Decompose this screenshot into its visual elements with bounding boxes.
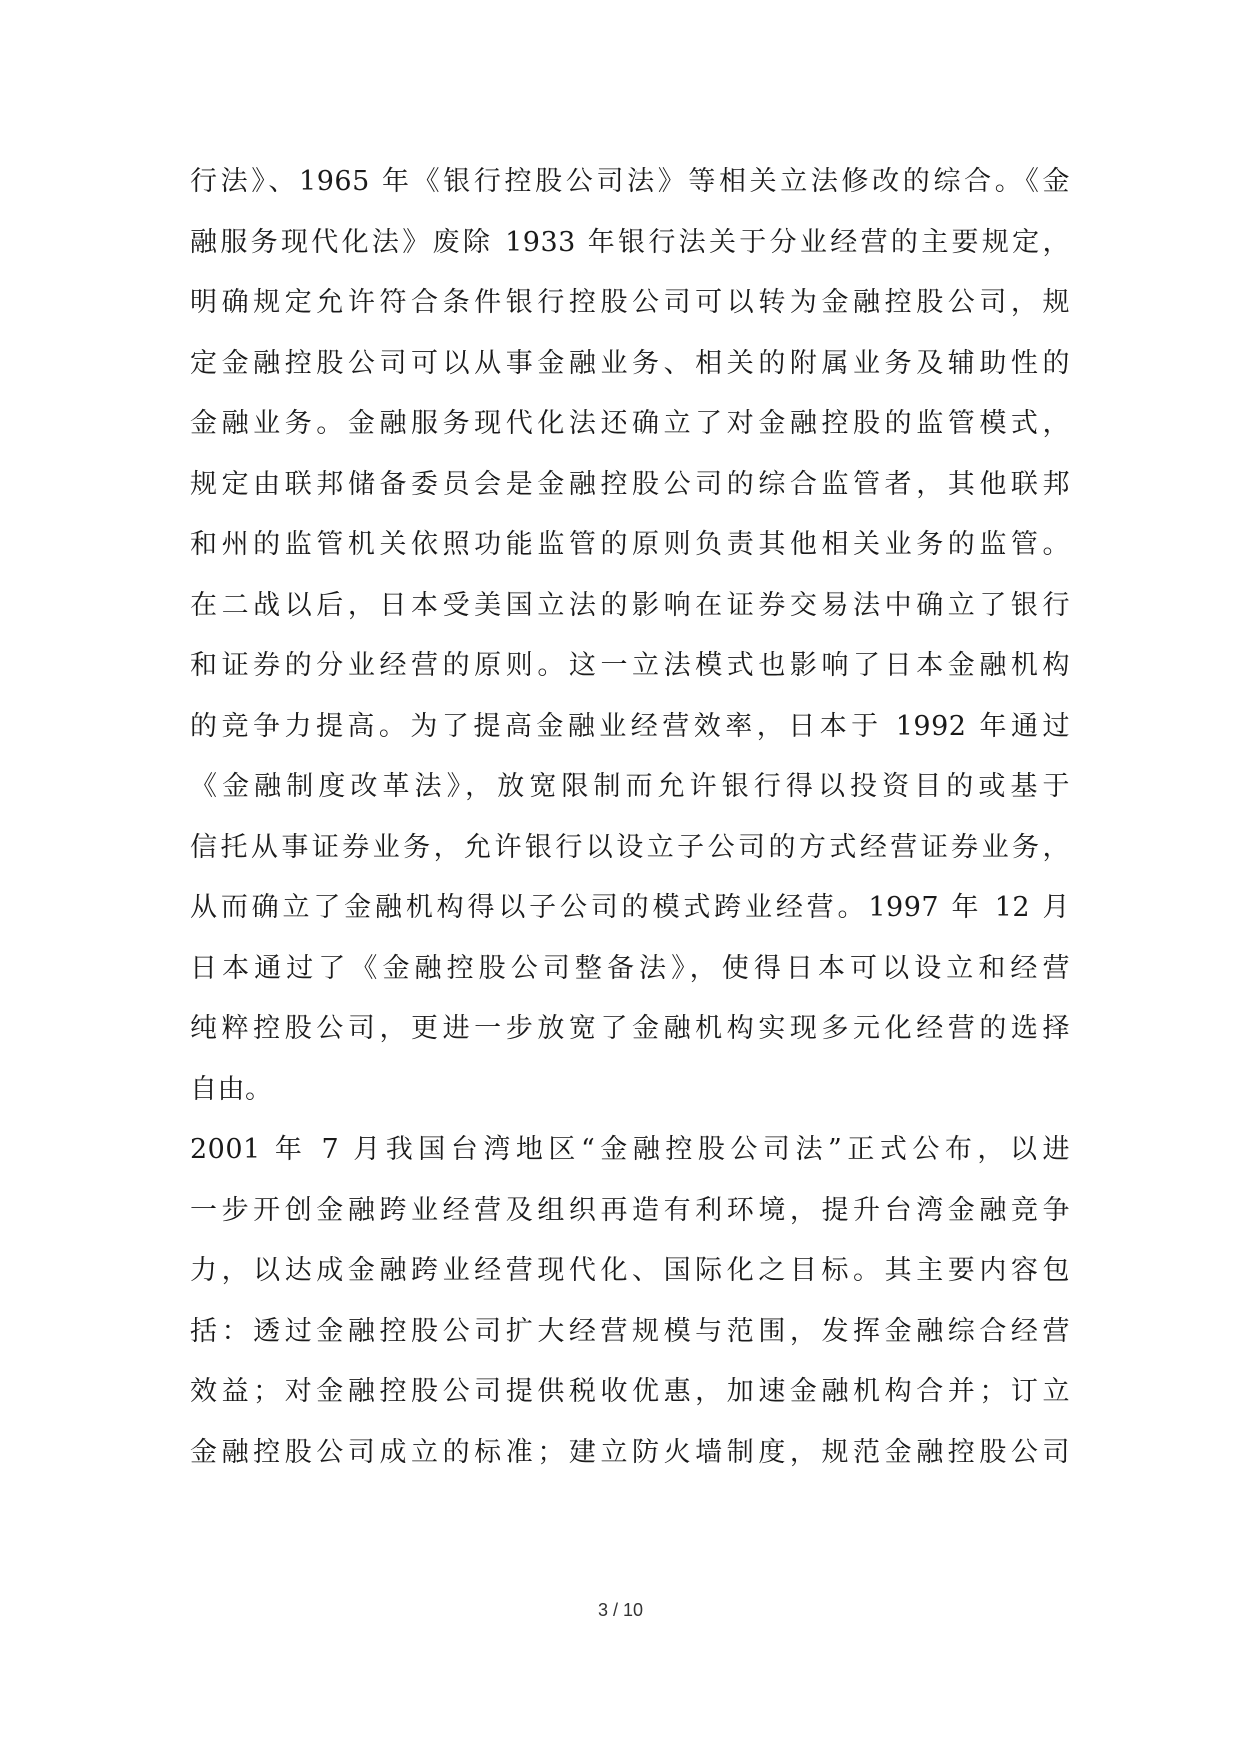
text-line: 和州的监管机关依照功能监管的原则负责其他相关业务的监管。 xyxy=(190,529,1070,560)
text-line: 力，以达成金融跨业经营现代化、国际化之目标。其主要内容包 xyxy=(190,1255,1070,1286)
text-line: 2001 年 7 月我国台湾地区“金融控股公司法”正式公布，以进 xyxy=(190,1134,1070,1165)
text-line: 《金融制度改革法》，放宽限制而允许银行得以投资目的或基于 xyxy=(190,771,1070,802)
text-line: 括：透过金融控股公司扩大经营规模与范围，发挥金融综合经营 xyxy=(190,1315,1070,1347)
text-line: 规定由联邦储备委员会是金融控股公司的综合监管者，其他联邦 xyxy=(190,468,1070,500)
text-line: 行法》、1965 年《银行控股公司法》等相关立法修改的综合。《金 xyxy=(190,166,1070,197)
text-line: 融服务现代化法》废除 1933 年银行法关于分业经营的主要规定， xyxy=(190,226,1070,258)
page-number: 3 / 10 xyxy=(597,1600,644,1620)
text-line: 纯粹控股公司，更进一步放宽了金融机构实现多元化经营的选择 xyxy=(190,1013,1070,1044)
text-line: 信托从事证券业务，允许银行以设立子公司的方式经营证券业务， xyxy=(190,831,1070,863)
text-line: 自由。 xyxy=(190,1073,273,1105)
text-line: 的竞争力提高。为了提高金融业经营效率，日本于 1992 年通过 xyxy=(190,710,1070,742)
body-text xyxy=(190,152,1070,1483)
text-line: 和证券的分业经营的原则。这一立法模式也影响了日本金融机构 xyxy=(190,650,1070,681)
text-line: 效益；对金融控股公司提供税收优惠，加速金融机构合并；订立 xyxy=(190,1376,1070,1407)
text-line: 明确规定允许符合条件银行控股公司可以转为金融控股公司，规 xyxy=(190,287,1070,318)
text-line: 定金融控股公司可以从事金融业务、相关的附属业务及辅助性的 xyxy=(190,347,1070,379)
text-line: 一步开创金融跨业经营及组织再造有利环境，提升台湾金融竞争 xyxy=(190,1194,1070,1226)
text-line: 日本通过了《金融控股公司整备法》，使得日本可以设立和经营 xyxy=(190,952,1070,984)
text-line: 金融控股公司成立的标准；建立防火墙制度，规范金融控股公司 xyxy=(190,1436,1070,1468)
text-line: 从而确立了金融机构得以子公司的模式跨业经营。1997 年 12 月 xyxy=(190,892,1070,923)
text-line: 金融业务。金融服务现代化法还确立了对金融控股的监管模式， xyxy=(190,408,1070,439)
text-line: 在二战以后，日本受美国立法的影响在证券交易法中确立了银行 xyxy=(190,589,1070,621)
